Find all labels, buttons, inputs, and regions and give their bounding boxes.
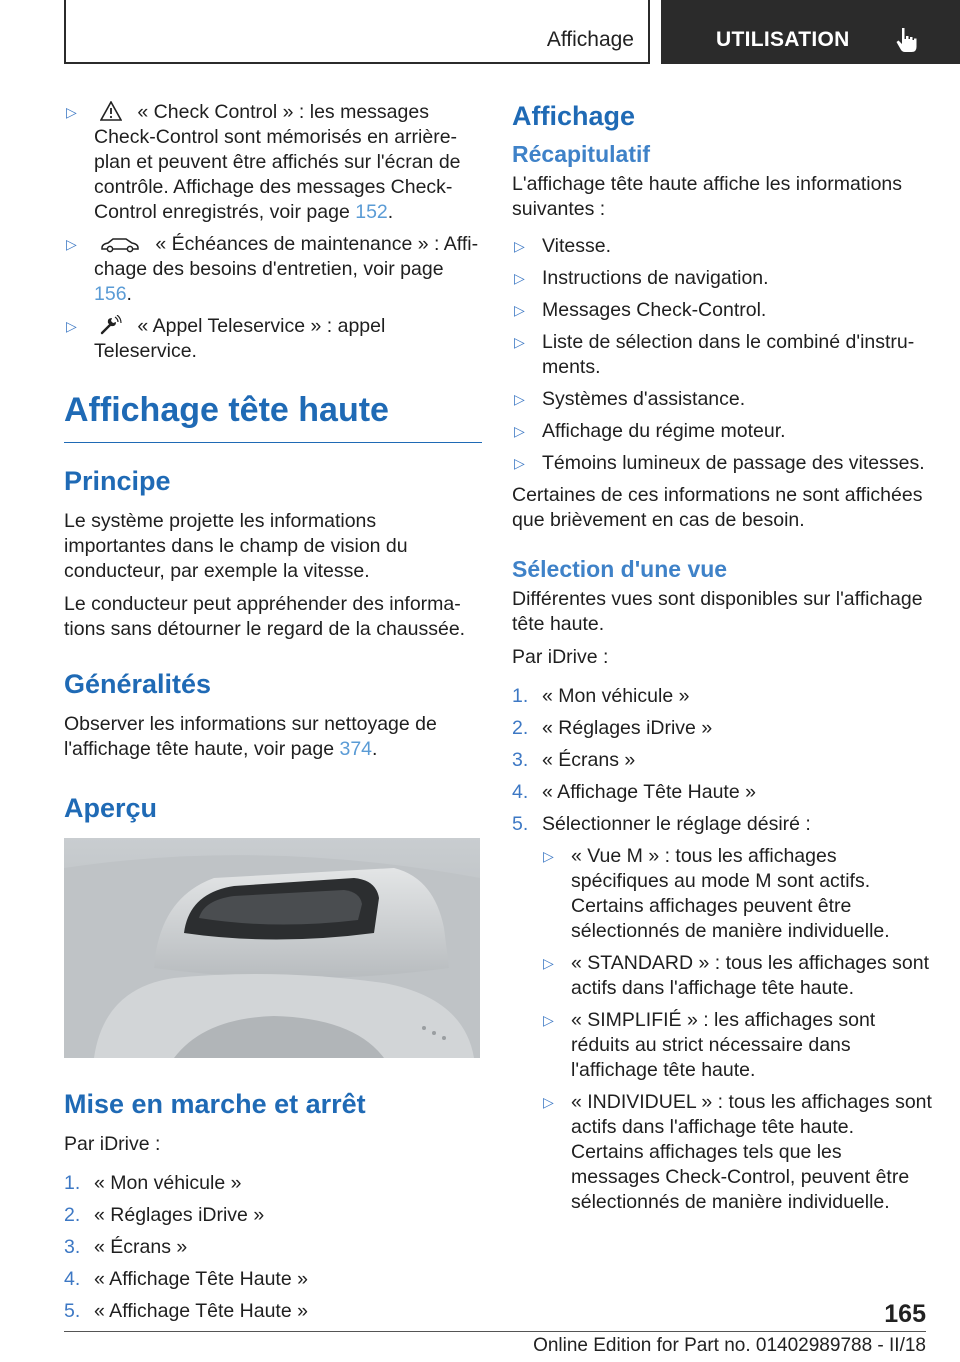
page-link[interactable]: 374 <box>339 738 373 760</box>
bullet-triangle-icon: ▷ <box>514 270 525 286</box>
bullet-triangle-icon: ▷ <box>514 302 525 318</box>
paragraph: Le conducteur peut appréhender des informations sans détourner le regard de la chaussée. <box>64 593 466 640</box>
list-item: ▷ Messages Check-Control. <box>514 299 767 321</box>
paragraph: Par iDrive : <box>512 646 609 668</box>
left-column <box>64 100 482 1331</box>
list-item: 4. « Affichage Tête Haute » <box>64 1268 308 1290</box>
list-item: ▷ Vitesse. <box>514 235 612 257</box>
list-item: ▷ « Check Control » : les messages Check-Control sont mémorisés en arrière-plan et peuvent être affichés sur l'écran de contrôle. Affichage des messages Check-Control enregistrés, voir page 152. <box>66 101 461 223</box>
bullet-triangle-icon: ▷ <box>543 955 554 971</box>
list-item: 2. « Réglages iDrive » <box>64 1204 265 1226</box>
bullet-triangle-icon: ▷ <box>514 238 525 254</box>
bullet-triangle-icon: ▷ <box>514 334 525 350</box>
bullet-text: « Échéances de maintenance » : Affichage des besoins d'entretien, voir page <box>94 233 479 280</box>
bullet-text: « Appel Teleservice » : appel Teleservice. <box>94 315 386 362</box>
subheading-selection-vue: Sélection d'une vue <box>512 556 728 582</box>
section-heading-principe: Principe <box>64 466 171 496</box>
bullet-triangle-icon: ▷ <box>514 391 525 407</box>
car-service-icon <box>100 237 140 253</box>
paragraph: Différentes vues sont disponibles sur l'affichage tête haute. <box>512 588 923 635</box>
list-item: 2. « Réglages iDrive » <box>512 717 713 739</box>
page-link[interactable]: 152 <box>355 201 388 223</box>
section-heading-affichage: Affichage <box>512 101 636 131</box>
header-title-box <box>64 0 650 64</box>
bullet-triangle-icon: ▷ <box>543 1012 554 1028</box>
section-heading-mise-en-marche: Mise en marche et arrêt <box>64 1089 366 1119</box>
header-title: Affichage <box>546 28 634 51</box>
list-item: 4. « Affichage Tête Haute » <box>512 781 756 803</box>
list-item: ▷ Instructions de navigation. <box>514 267 769 289</box>
footer-divider <box>64 1331 926 1332</box>
bullet-text: « Check Control » : les messages Check-Control sont mémorisés en arrière-plan et peuvent être affichés sur l'écran de contrôle. Affichage des messages Check-Control enregistrés, voir page <box>94 101 461 223</box>
list-item: ▷ Systèmes d'assistance. <box>514 388 746 410</box>
paragraph: Observer les informations sur nettoyage de l'affichage tête haute, voir page 374. <box>64 713 437 760</box>
bullet-triangle-icon: ▷ <box>66 104 77 120</box>
paragraph: L'affichage tête haute affiche les informations suivantes : <box>512 173 903 220</box>
right-column <box>512 100 932 1222</box>
list-item: 1. « Mon véhicule » <box>512 685 690 707</box>
list-item: ▷ Affichage du régime moteur. <box>514 420 786 442</box>
paragraph: Certaines de ces informations ne sont affichées que brièvement en cas de besoin. <box>512 484 923 531</box>
list-item: ▷ « STANDARD » : tous les affichages sont actifs dans l'affichage tête haute. <box>543 952 930 999</box>
bullet-triangle-icon: ▷ <box>66 318 77 334</box>
bullet-triangle-icon: ▷ <box>543 848 554 864</box>
list-item: 1. « Mon véhicule » <box>64 1172 242 1194</box>
paragraph: Le système projette les informations importantes dans le champ de vision du conducteur, par exemple la vitesse. <box>64 510 408 582</box>
teleservice-wrench-icon <box>100 315 122 335</box>
page-link[interactable]: 156 <box>94 283 127 305</box>
bullet-triangle-icon: ▷ <box>514 423 525 439</box>
list-item: ▷ Témoins lumineux de passage des vitesses. <box>514 452 925 474</box>
bullet-triangle-icon: ▷ <box>66 236 77 252</box>
list-item: ▷ « Échéances de maintenance » : Affichage des besoins d'entretien, voir page 156. <box>66 233 479 305</box>
list-item: 3. « Écrans » <box>64 1236 188 1258</box>
list-item: ▷ « INDIVIDUEL » : tous les affichages sont actifs dans l'affichage tête haute. Certains affichages tels que les messages Check-Control, peuvent être sélectionnés de manière individuelle. <box>543 1091 932 1213</box>
hand-pointer-icon <box>893 26 919 54</box>
bullet-triangle-icon: ▷ <box>514 455 525 471</box>
header-section-tab[interactable] <box>661 0 960 64</box>
warning-triangle-icon <box>100 101 122 121</box>
section-heading-generalites: Généralités <box>64 669 212 699</box>
section-heading-apercu: Aperçu <box>64 793 158 823</box>
list-item: ▷ « Vue M » : tous les affichages spécifiques au mode M sont actifs. Certains affichages peuvent être sélectionnés de manière individuelle. <box>543 845 890 942</box>
list-item <box>64 314 482 364</box>
paragraph: Par iDrive : <box>64 1133 161 1155</box>
list-item: 3. « Écrans » <box>512 749 636 771</box>
header-section-label: UTILISATION <box>716 28 850 51</box>
list-item: 5. « Affichage Tête Haute » <box>64 1300 308 1322</box>
bullet-triangle-icon: ▷ <box>543 1094 554 1110</box>
main-heading: Affichage tête haute <box>64 390 482 443</box>
list-item: ▷ Liste de sélection dans le combiné d'instruments. <box>514 331 915 378</box>
head-up-display-photo <box>64 838 480 1058</box>
page-number: 165 <box>884 1300 926 1328</box>
list-item: 5. Sélectionner le réglage désiré : <box>512 813 811 835</box>
footer-edition: Online Edition for Part no. 01402989788 - II/18 <box>533 1335 926 1356</box>
list-item: ▷ « SIMPLIFIÉ » : les affichages sont réduits au strict nécessaire dans l'affichage tête haute. <box>543 1009 876 1081</box>
subheading-recapitulatif: Récapitulatif <box>512 141 651 167</box>
